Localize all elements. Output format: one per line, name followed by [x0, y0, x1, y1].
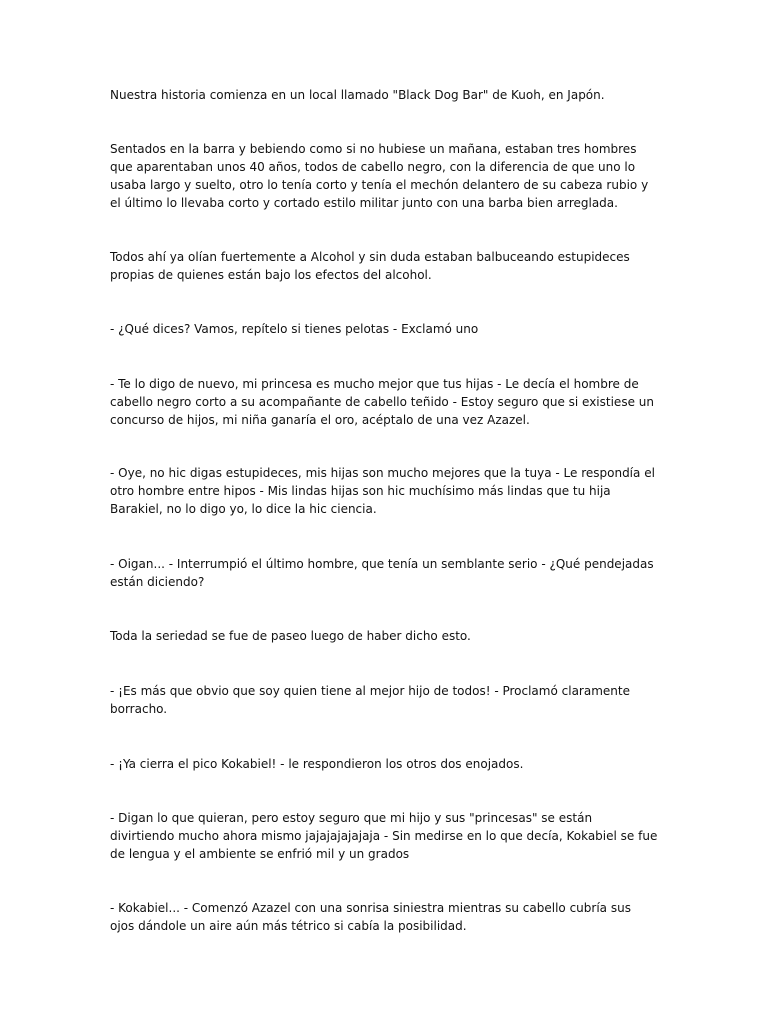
paragraph-intro: Nuestra historia comienza en un local llamado "Black Dog Bar" de Kuoh, en Japón.: [110, 88, 605, 102]
paragraph-dialogue-mejor-hijo: - ¡Es más que obvio que soy quien tiene al mejor hijo de todos! - Proclamó claramente borracho.: [110, 684, 630, 716]
paragraph-dialogue-que-dices: - ¿Qué dices? Vamos, repítelo si tienes pelotas - Exclamó uno: [110, 322, 479, 336]
paragraph-dialogue-princesa: - Te lo digo de nuevo, mi princesa es mucho mejor que tus hijas - Le decía el hombre de cabello negro corto a su acompañante de cabello teñido - Estoy seguro que si existiese un concurso de hijos, mi niña ganaría el oro, acéptalo de una vez Azazel.: [110, 377, 654, 427]
paragraph-dialogue-kokabiel: - Kokabiel... - Comenzó Azazel con una sonrisa siniestra mientras su cabello cubría sus ojos dándole un aire aún más tétrico si cabía la posibilidad.: [110, 901, 631, 933]
paragraph-three-men: Sentados en la barra y bebiendo como si no hubiese un mañana, estaban tres hombres que aparentaban unos 40 años, todos de cabello negro, con la diferencia de que uno lo usaba largo y suelto, otro lo tenía corto y tenía el mechón delantero de su cabeza rubio y el último lo llevaba corto y cortado estilo militar junto con una barba bien arreglada.: [110, 142, 649, 210]
paragraph-dialogue-cierra-pico: - ¡Ya cierra el pico Kokabiel! - le respondieron los otros dos enojados.: [110, 757, 524, 771]
paragraph-dialogue-hijas: - Oye, no hic digas estupideces, mis hijas son mucho mejores que la tuya - Le respondía el otro hombre entre hipos - Mis lindas hijas son hic muchísimo más lindas que tu hija Barakiel, no lo digo yo, lo dice la hic ciencia.: [110, 466, 655, 516]
paragraph-dialogue-oigan: - Oigan... - Interrumpió el último hombre, que tenía un semblante serio - ¿Qué pendejadas están diciendo?: [110, 557, 654, 589]
paragraph-alcohol: Todos ahí ya olían fuertemente a Alcohol y sin duda estaban balbuceando estupideces propias de quienes están bajo los efectos del alcohol.: [110, 250, 630, 282]
paragraph-dialogue-digan: - Digan lo que quieran, pero estoy seguro que mi hijo y sus "princesas" se están divirtiendo mucho ahora mismo jajajajajajaja - Sin medirse en lo que decía, Kokabiel se fue de lengua y el ambiente se enfrió mil y un grados: [110, 811, 658, 861]
paragraph-seriedad: Toda la seriedad se fue de paseo luego de haber dicho esto.: [110, 629, 471, 643]
